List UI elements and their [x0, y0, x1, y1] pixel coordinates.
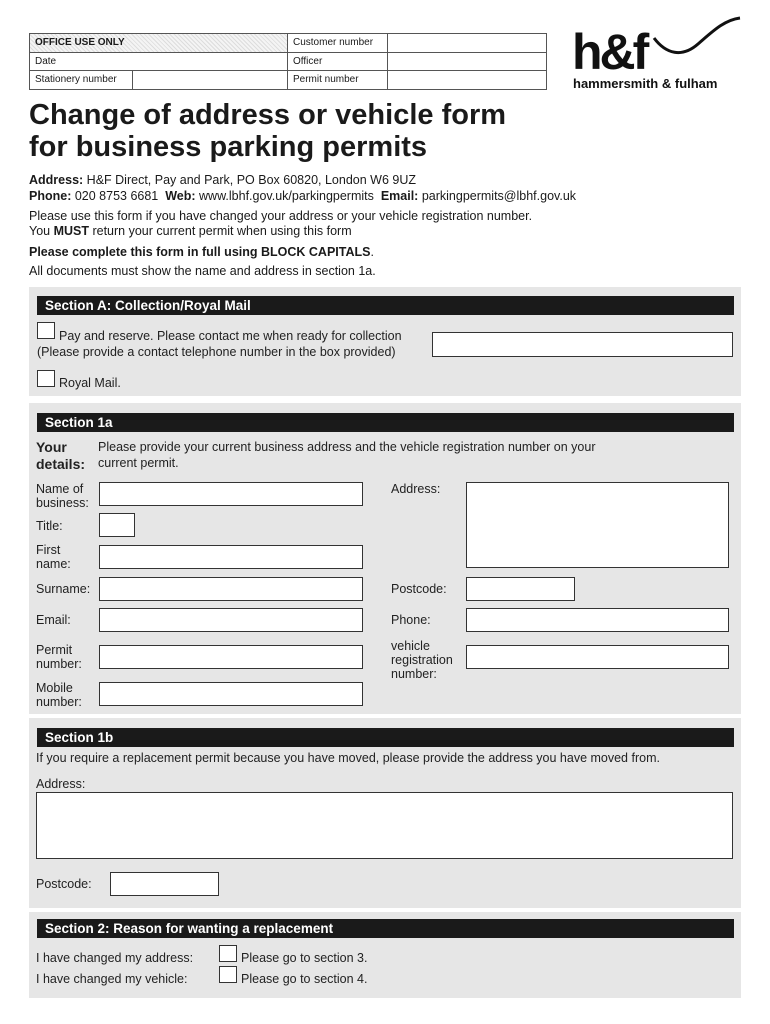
first-name-input[interactable]	[99, 545, 363, 569]
mobile-number-label: Mobile number:	[36, 681, 82, 709]
office-officer-value[interactable]	[388, 53, 547, 71]
title-label: Title:	[36, 519, 63, 533]
first-name-label: First name:	[36, 543, 71, 571]
email-link[interactable]: parkingpermits@lbhf.gov.uk	[421, 189, 577, 203]
email-input[interactable]	[99, 608, 363, 632]
swoosh-icon	[652, 14, 744, 62]
royal-mail-label: Royal Mail.	[59, 376, 121, 390]
postcode-input[interactable]	[466, 577, 575, 601]
web-link[interactable]: www.lbhf.gov.uk/parkingpermits	[199, 189, 374, 203]
postcode-label: Postcode:	[391, 582, 447, 596]
section-1b-intro: If you require a replacement permit because you have moved, please provide the address you have moved from.	[36, 751, 660, 765]
office-customer-value[interactable]	[388, 34, 547, 53]
office-use-header: OFFICE USE ONLY	[30, 34, 288, 53]
contact-phone-input[interactable]	[432, 332, 733, 357]
office-stationery-value[interactable]	[133, 71, 288, 90]
go-section-4-label: Please go to section 4.	[241, 972, 368, 986]
hf-logo-mark: h&f	[572, 24, 647, 80]
royal-mail-checkbox[interactable]	[37, 370, 55, 387]
contact-line-address: Address: H&F Direct, Pay and Park, PO Box 60820, London W6 9UZ	[29, 173, 416, 187]
previous-address-input[interactable]	[36, 792, 733, 859]
vehicle-registration-input[interactable]	[466, 645, 729, 669]
changed-address-label: I have changed my address:	[36, 951, 194, 965]
title-input[interactable]	[99, 513, 135, 537]
instruction-line-3: Please complete this form in full using BLOCK CAPITALS.	[29, 245, 374, 259]
office-stationery-label: Stationery number	[30, 71, 133, 90]
pay-reserve-note: (Please provide a contact telephone number in the box provided)	[37, 345, 396, 359]
changed-vehicle-checkbox[interactable]	[219, 966, 237, 983]
section-1a-intro-1: Please provide your current business address and the vehicle registration number on your	[98, 440, 596, 454]
changed-address-checkbox[interactable]	[219, 945, 237, 962]
previous-postcode-input[interactable]	[110, 872, 219, 896]
section-2-title: Section 2: Reason for wanting a replacement	[37, 919, 734, 938]
contact-line-phone: Phone: 020 8753 6681 Web: www.lbhf.gov.uk/parkingpermits Email: parkingpermits@lbhf.gov.uk	[29, 189, 577, 203]
go-section-3-label: Please go to section 3.	[241, 951, 368, 965]
section-1b-title: Section 1b	[37, 728, 734, 747]
email-label: Email:	[36, 613, 71, 627]
address-label: Address:	[391, 482, 441, 496]
surname-label: Surname:	[36, 582, 91, 596]
office-date-label: Date	[30, 53, 288, 71]
section-1a-intro-2: current permit.	[98, 456, 179, 470]
instruction-line-2: You MUST return your current permit when using this form	[29, 224, 352, 238]
instruction-line-4: All documents must show the name and address in section 1a.	[29, 264, 376, 278]
pay-reserve-checkbox[interactable]	[37, 322, 55, 339]
office-officer-label: Officer	[288, 53, 388, 71]
vehicle-registration-label: vehicle registration number:	[391, 639, 453, 681]
office-permit-label: Permit number	[288, 71, 388, 90]
phone-label: Phone:	[391, 613, 431, 627]
previous-postcode-label: Postcode:	[36, 877, 92, 891]
mobile-number-input[interactable]	[99, 682, 363, 706]
surname-input[interactable]	[99, 577, 363, 601]
details-label: details:	[36, 456, 86, 472]
instruction-line-1: Please use this form if you have changed your address or your vehicle registration number.	[29, 209, 533, 223]
council-name: hammersmith & fulham	[573, 76, 718, 91]
office-use-table	[29, 33, 547, 90]
office-customer-label: Customer number	[288, 34, 388, 53]
business-name-input[interactable]	[99, 482, 363, 506]
phone-input[interactable]	[466, 608, 729, 632]
page-title: Change of address or vehicle form for business parking permits	[29, 99, 507, 163]
business-name-label: Name of business:	[36, 482, 89, 510]
pay-reserve-label: Pay and reserve. Please contact me when ready for collection	[59, 329, 402, 343]
previous-address-label: Address:	[36, 777, 86, 791]
changed-vehicle-label: I have changed my vehicle:	[36, 972, 188, 986]
office-permit-value[interactable]	[388, 71, 547, 90]
section-1a-title: Section 1a	[37, 413, 734, 432]
permit-number-input[interactable]	[99, 645, 363, 669]
address-input[interactable]	[466, 482, 729, 568]
section-a-title: Section A: Collection/Royal Mail	[37, 296, 734, 315]
permit-number-label: Permit number:	[36, 643, 82, 671]
your-label: Your	[36, 439, 67, 455]
